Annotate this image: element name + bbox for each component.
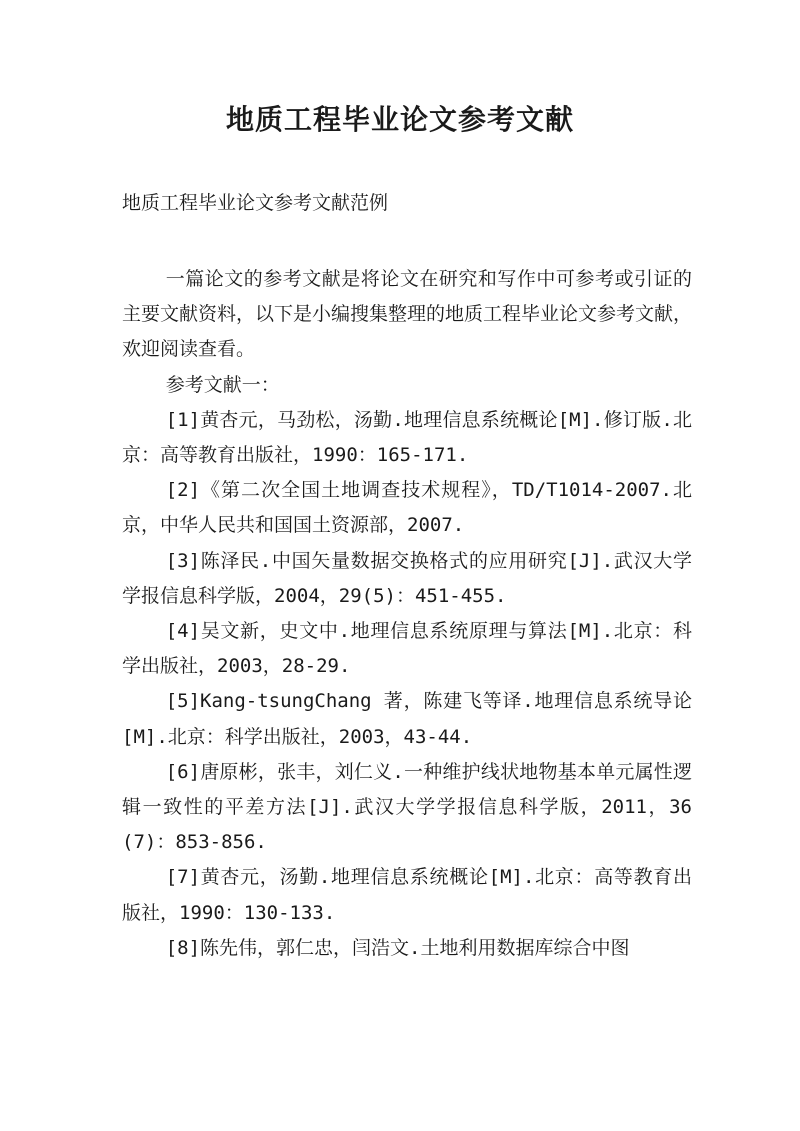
reference-item-4: [4]吴文新，史文中.地理信息系统原理与算法[M].北京：科学出版社，2003，28-29.: [122, 620, 692, 678]
document-body: [122, 262, 692, 966]
reference-item-3: [3]陈泽民.中国矢量数据交换格式的应用研究[J].武汉大学学报信息科学版，2004，29(5)：451-455.: [122, 549, 692, 607]
section-heading: 参考文献一：: [165, 373, 280, 396]
reference-item-8: [8]陈先伟，郭仁忠，闫浩文.土地利用数据库综合中图: [165, 936, 630, 959]
document-title: 地质工程毕业论文参考文献: [225, 103, 574, 136]
document-subtitle: 地质工程毕业论文参考文献范例: [122, 192, 389, 214]
reference-item-5: [5]Kang-tsungChang 著，陈建飞等译.地理信息系统导论[M].北京：科学出版社，2003，43-44.: [122, 690, 692, 748]
reference-item-2: [2]《第二次全国土地调查技术规程》，TD/T1014-2007.北京，中华人民共和国国土资源部，2007.: [122, 479, 692, 537]
reference-item-6: [6]唐原彬，张丰，刘仁义.一种维护线状地物基本单元属性逻辑一致性的平差方法[J].武汉大学学报信息科学版，2011，36(7)：853-856.: [122, 760, 692, 854]
reference-item-1: [1]黄杏元，马劲松，汤勤.地理信息系统概论[M].修订版.北京：高等教育出版社，1990：165-171.: [122, 408, 692, 467]
reference-item-7: [7]黄杏元，汤勤.地理信息系统概论[M].北京：高等教育出版社，1990：130-133.: [122, 866, 692, 924]
intro-paragraph: 一篇论文的参考文献是将论文在研究和写作中可参考或引证的主要文献资料，以下是小编搜集整理的地质工程毕业论文参考文献，欢迎阅读查看。: [122, 268, 693, 361]
